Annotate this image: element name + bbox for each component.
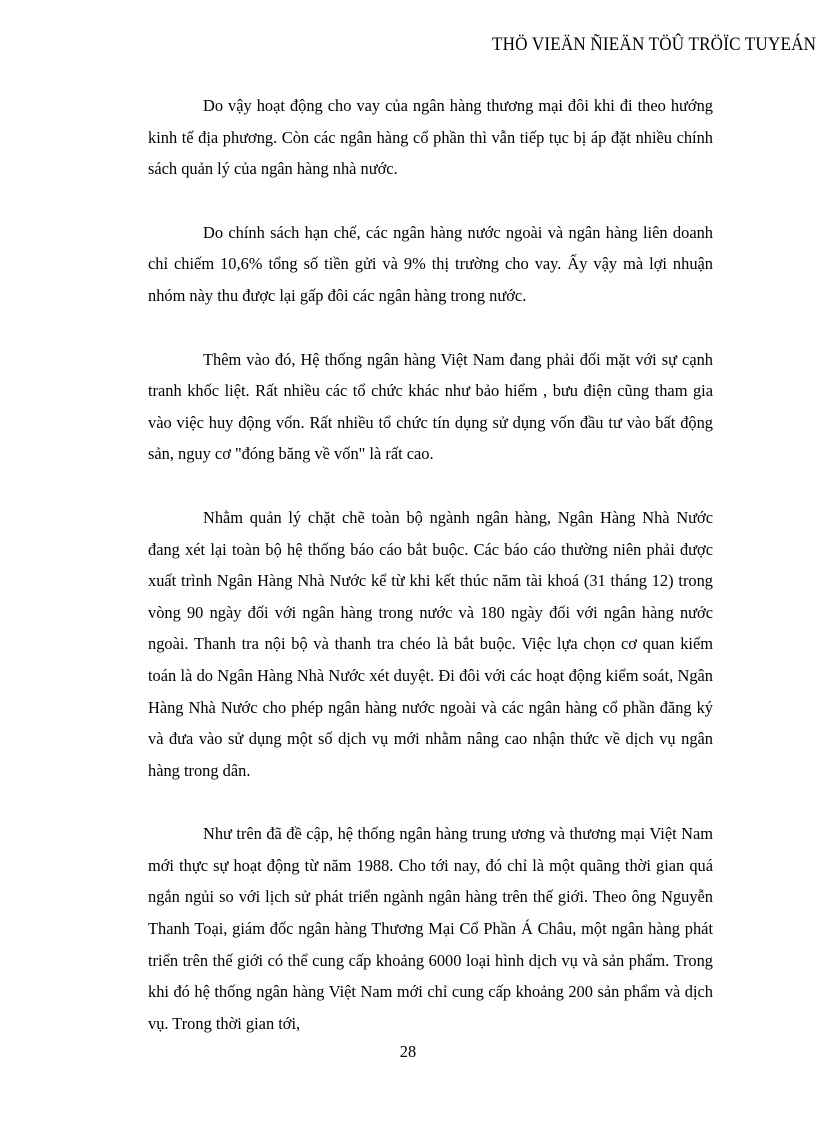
- paragraph-1: Do vậy hoạt động cho vay của ngân hàng thương mại đôi khi đi theo hướng kinh tế địa phương. Còn các ngân hàng cổ phần thì vẫn tiếp tục bị áp đặt nhiều chính sách quản lý của ngân hàng nhà nước.: [148, 96, 713, 179]
- paragraph-2: Do chính sách hạn chế, các ngân hàng nước ngoài và ngân hàng liên doanh chỉ chiếm 10,6% tổng số tiền gửi và 9% thị trường cho vay. Ấy vậy mà lợi nhuận nhóm này thu được lại gấp đôi các ngân hàng trong nước.: [148, 222, 713, 305]
- running-header: THÖ VIEÄN ÑIEÄN TÖÛ TRÖÏC TUYEÁN: [491, 34, 816, 55]
- paragraph-5: Như trên đã đề cập, hệ thống ngân hàng trung ương và thương mại Việt Nam mới thực sự hoạt động từ năm 1988. Cho tới nay, đó chỉ là một quãng thời gian quá ngắn ngủi so với lịch sử phát triển ngành ngân hàng trên thế giới. Theo ông Nguyễn Thanh Toại, giám đốc ngân hàng Thương Mại Cổ Phần Á Châu, một ngân hàng phát triển trên thế giới có thể cung cấp khoảng 6000 loại hình dịch vụ và sản phẩm. Trong khi đó hệ thống ngân hàng Việt Nam mới chỉ cung cấp khoảng 200 sản phẩm và dịch vụ. Trong thời gian tới,: [148, 824, 713, 1033]
- paragraph-3: Thêm vào đó, Hệ thống ngân hàng Việt Nam đang phải đối mặt với sự cạnh tranh khốc liệt. Rất nhiều các tổ chức khác như bảo hiểm , bưu điện cũng tham gia vào việc huy động vốn. Rất nhiều tổ chức tín dụng sử dụng vốn đầu tư vào bất động sản, nguy cơ "đóng băng về vốn" là rất cao.: [148, 349, 713, 464]
- paragraph-4: Nhằm quản lý chặt chẽ toàn bộ ngành ngân hàng, Ngân Hàng Nhà Nước đang xét lại toàn bộ hệ thống báo cáo bắt buộc. Các báo cáo thường niên phải được xuất trình Ngân Hàng Nhà Nước kể từ khi kết thúc năm tài khoá (31 tháng 12) trong vòng 90 ngày đối với ngân hàng trong nước và 180 ngày đối với ngân hàng nước ngoài. Thanh tra nội bộ và thanh tra chéo là bắt buộc. Việc lựa chọn cơ quan kiểm toán là do Ngân Hàng Nhà Nước xét duyệt. Đi đôi với các hoạt động kiểm soát, Ngân Hàng Nhà Nước cho phép ngân hàng nước ngoài và các ngân hàng cổ phần đăng ký và đưa vào sử dụng một số dịch vụ mới nhằm nâng cao nhận thức về dịch vụ ngân hàng trong dân.: [148, 507, 713, 780]
- page-number: 28: [399, 1042, 417, 1061]
- document-body: [148, 90, 713, 1071]
